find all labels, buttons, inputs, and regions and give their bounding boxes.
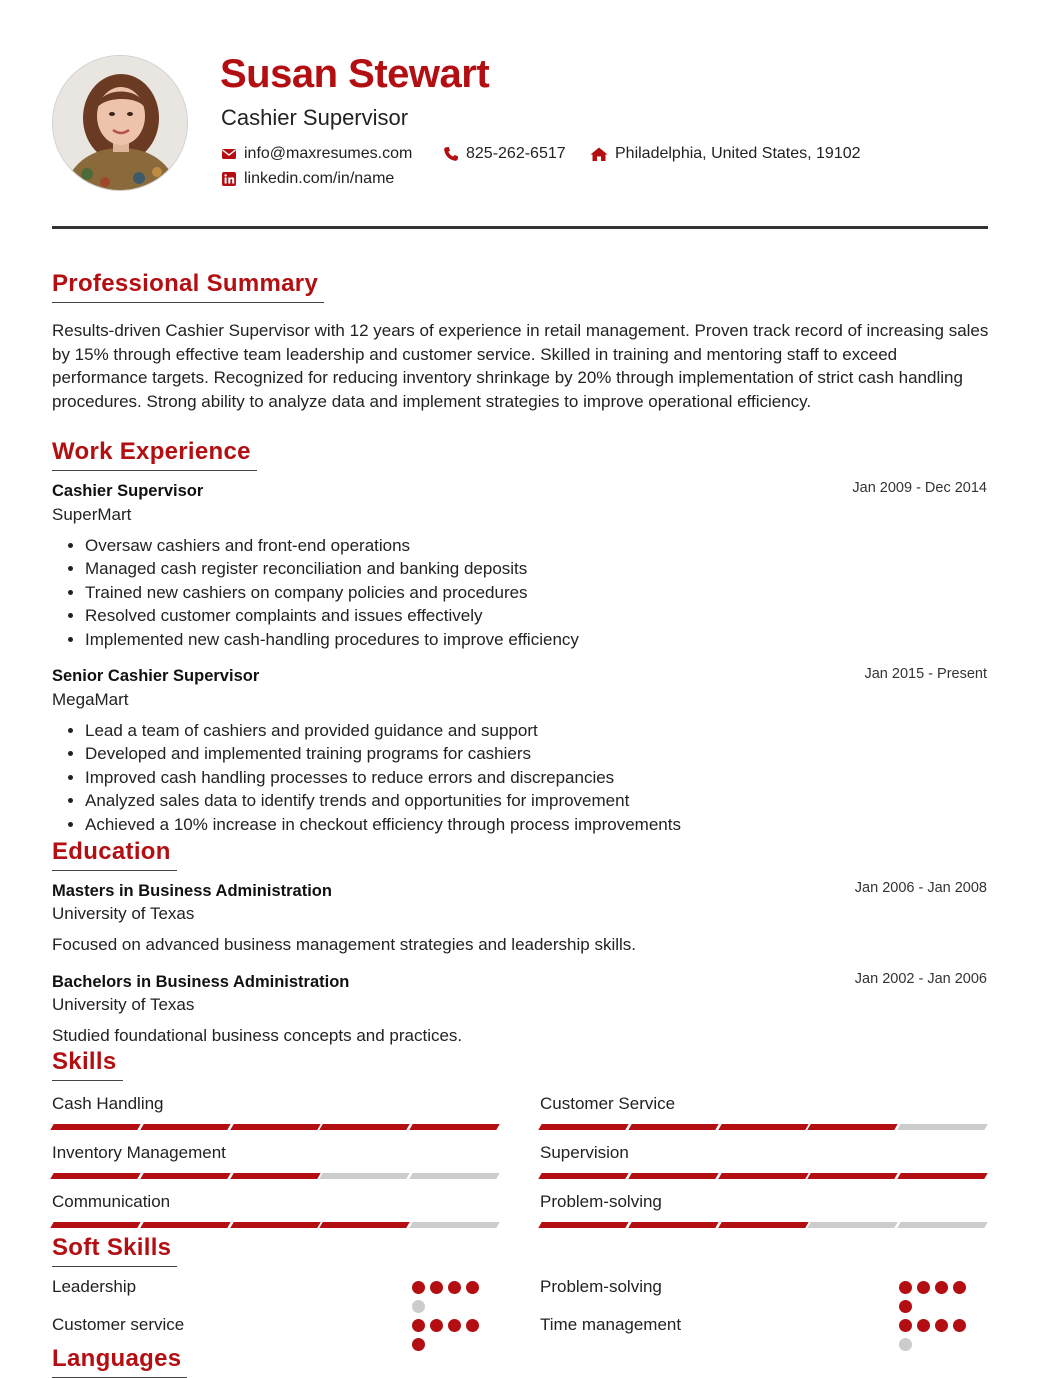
skill-bar-segment	[808, 1222, 898, 1228]
envelope-icon	[221, 146, 237, 162]
list-item: • Resolved customer complaints and issues effectively	[85, 604, 579, 627]
soft-skill-rating	[899, 1319, 975, 1351]
section-heading-soft-skills: Soft Skills	[52, 1234, 177, 1267]
job-company: SuperMart	[52, 505, 132, 524]
list-item: • Improved cash handling processes to reduce errors and discrepancies	[85, 766, 681, 789]
skill-bar-segment	[808, 1124, 898, 1130]
skill-bar-segment	[897, 1173, 987, 1179]
skill-name: Inventory Management	[52, 1143, 226, 1162]
skill-bar-segment	[320, 1124, 410, 1130]
rating-dot	[953, 1319, 966, 1332]
section-heading-skills: Skills	[52, 1048, 123, 1081]
skill-bar	[540, 1222, 986, 1228]
rating-dot	[412, 1338, 425, 1351]
job-dates: Jan 2009 - Dec 2014	[852, 480, 987, 496]
soft-skill-rating	[899, 1281, 975, 1313]
skill-bar-segment	[897, 1124, 987, 1130]
profile-photo	[52, 55, 188, 191]
skill-bar	[52, 1173, 498, 1179]
candidate-name: Susan Stewart	[220, 52, 490, 96]
skill-bar-segment	[628, 1124, 718, 1130]
school-name: University of Texas	[52, 995, 195, 1014]
list-item: • Achieved a 10% increase in checkout efficiency through process improvements	[85, 813, 681, 836]
soft-skill-rating	[412, 1319, 488, 1351]
skill-bar-segment	[320, 1222, 410, 1228]
list-item: • Analyzed sales data to identify trends and opportunities for improvement	[85, 789, 681, 812]
list-item: • Trained new cashiers on company policies and procedures	[85, 581, 579, 604]
skill-bar-segment	[50, 1222, 140, 1228]
home-icon	[590, 146, 608, 162]
soft-skill-name: Leadership	[52, 1277, 137, 1296]
header-divider	[52, 226, 988, 229]
section-heading-summary: Professional Summary	[52, 270, 324, 303]
section-heading-languages: Languages	[52, 1345, 187, 1378]
skill-item	[540, 1143, 986, 1179]
skill-bar-segment	[718, 1173, 808, 1179]
skill-item	[540, 1192, 986, 1228]
rating-dot	[448, 1319, 461, 1332]
skill-bar	[540, 1124, 986, 1130]
skill-item	[540, 1094, 986, 1130]
skill-bar-segment	[718, 1124, 808, 1130]
skill-bar-segment	[808, 1173, 898, 1179]
job-dates: Jan 2015 - Present	[864, 666, 987, 682]
rating-dot	[899, 1338, 912, 1351]
skill-bar-segment	[230, 1222, 320, 1228]
linkedin-text: linkedin.com/in/name	[244, 170, 395, 187]
degree-title: Bachelors in Business Administration	[52, 973, 350, 991]
skill-bar-segment	[538, 1222, 628, 1228]
rating-dot	[917, 1281, 930, 1294]
skill-bar-segment	[140, 1222, 230, 1228]
rating-dot	[412, 1319, 425, 1332]
job-bullets	[52, 719, 681, 836]
skill-item	[52, 1192, 498, 1228]
list-item: • Oversaw cashiers and front-end operations	[85, 534, 579, 557]
phone-icon	[443, 146, 459, 162]
rating-dot	[899, 1281, 912, 1294]
email-contact[interactable]	[221, 145, 412, 163]
rating-dot	[917, 1319, 930, 1332]
rating-dot	[412, 1281, 425, 1294]
school-name: University of Texas	[52, 904, 195, 923]
education-dates: Jan 2006 - Jan 2008	[854, 880, 987, 896]
location-contact	[590, 145, 861, 163]
soft-skill-name: Time management	[540, 1315, 682, 1334]
phone-text: 825-262-6517	[466, 145, 566, 162]
soft-skill-name: Customer service	[52, 1315, 185, 1334]
skill-bar-segment	[230, 1173, 320, 1179]
degree-title: Masters in Business Administration	[52, 882, 332, 900]
education-dates: Jan 2002 - Jan 2006	[854, 971, 987, 987]
skill-bar	[52, 1124, 498, 1130]
rating-dot	[899, 1300, 912, 1313]
soft-skill-name: Problem-solving	[540, 1277, 662, 1296]
rating-dot	[466, 1281, 479, 1294]
section-heading-education: Education	[52, 838, 177, 871]
skill-bar-segment	[50, 1173, 140, 1179]
skill-bar-segment	[409, 1173, 499, 1179]
rating-dot	[430, 1319, 443, 1332]
list-item: • Implemented new cash-handling procedures to improve efficiency	[85, 628, 579, 651]
skill-bar-segment	[718, 1222, 808, 1228]
soft-skill-rating	[412, 1281, 488, 1313]
linkedin-icon	[221, 171, 237, 187]
rating-dot	[448, 1281, 461, 1294]
skill-bar	[52, 1222, 498, 1228]
skill-bar-segment	[897, 1222, 987, 1228]
skill-bar-segment	[628, 1173, 718, 1179]
job-company: MegaMart	[52, 690, 129, 709]
skill-bar-segment	[50, 1124, 140, 1130]
location-text: Philadelphia, United States, 19102	[615, 145, 861, 162]
skill-name: Supervision	[540, 1143, 629, 1162]
skill-bar-segment	[538, 1124, 628, 1130]
skill-bar-segment	[320, 1173, 410, 1179]
rating-dot	[412, 1300, 425, 1313]
job-title-heading: Cashier Supervisor	[221, 105, 409, 130]
email-text: info@maxresumes.com	[244, 145, 413, 162]
skill-name: Customer Service	[540, 1094, 676, 1113]
job-bullets	[52, 534, 579, 651]
skill-item	[52, 1094, 498, 1130]
skill-bar-segment	[409, 1124, 499, 1130]
list-item: • Managed cash register reconciliation and banking deposits	[85, 557, 579, 580]
skill-bar-segment	[538, 1173, 628, 1179]
rating-dot	[899, 1319, 912, 1332]
linkedin-contact[interactable]	[221, 170, 394, 188]
job-title: Senior Cashier Supervisor	[52, 667, 260, 685]
job-title: Cashier Supervisor	[52, 482, 204, 500]
education-description: Focused on advanced business management strategies and leadership skills.	[52, 935, 637, 954]
rating-dot	[466, 1319, 479, 1332]
rating-dot	[935, 1319, 948, 1332]
skill-name: Communication	[52, 1192, 171, 1211]
section-heading-experience: Work Experience	[52, 438, 257, 471]
skill-bar	[540, 1173, 986, 1179]
list-item: • Developed and implemented training programs for cashiers	[85, 742, 681, 765]
summary-text: Results-driven Cashier Supervisor with 12 years of experience in retail management. Proven track record of increasing sales by 15% through effective team leadership and customer service. Skilled in training and mentoring staff to exceed performance targets. Recognized for reducing inventory shrinkage by 20% through implementation of strict cash handling procedures. Strong ability to analyze data and implement strategies to improve operational efficiency.	[52, 321, 989, 411]
education-description: Studied foundational business concepts and practices.	[52, 1026, 463, 1045]
skill-name: Problem-solving	[540, 1192, 662, 1211]
skill-item	[52, 1143, 498, 1179]
skill-bar-segment	[140, 1124, 230, 1130]
skill-bar-segment	[409, 1222, 499, 1228]
skill-bar-segment	[628, 1222, 718, 1228]
rating-dot	[953, 1281, 966, 1294]
phone-contact[interactable]	[443, 145, 566, 163]
skill-bar-segment	[140, 1173, 230, 1179]
skill-name: Cash Handling	[52, 1094, 164, 1113]
rating-dot	[935, 1281, 948, 1294]
skill-bar-segment	[230, 1124, 320, 1130]
list-item: • Lead a team of cashiers and provided guidance and support	[85, 719, 681, 742]
rating-dot	[430, 1281, 443, 1294]
